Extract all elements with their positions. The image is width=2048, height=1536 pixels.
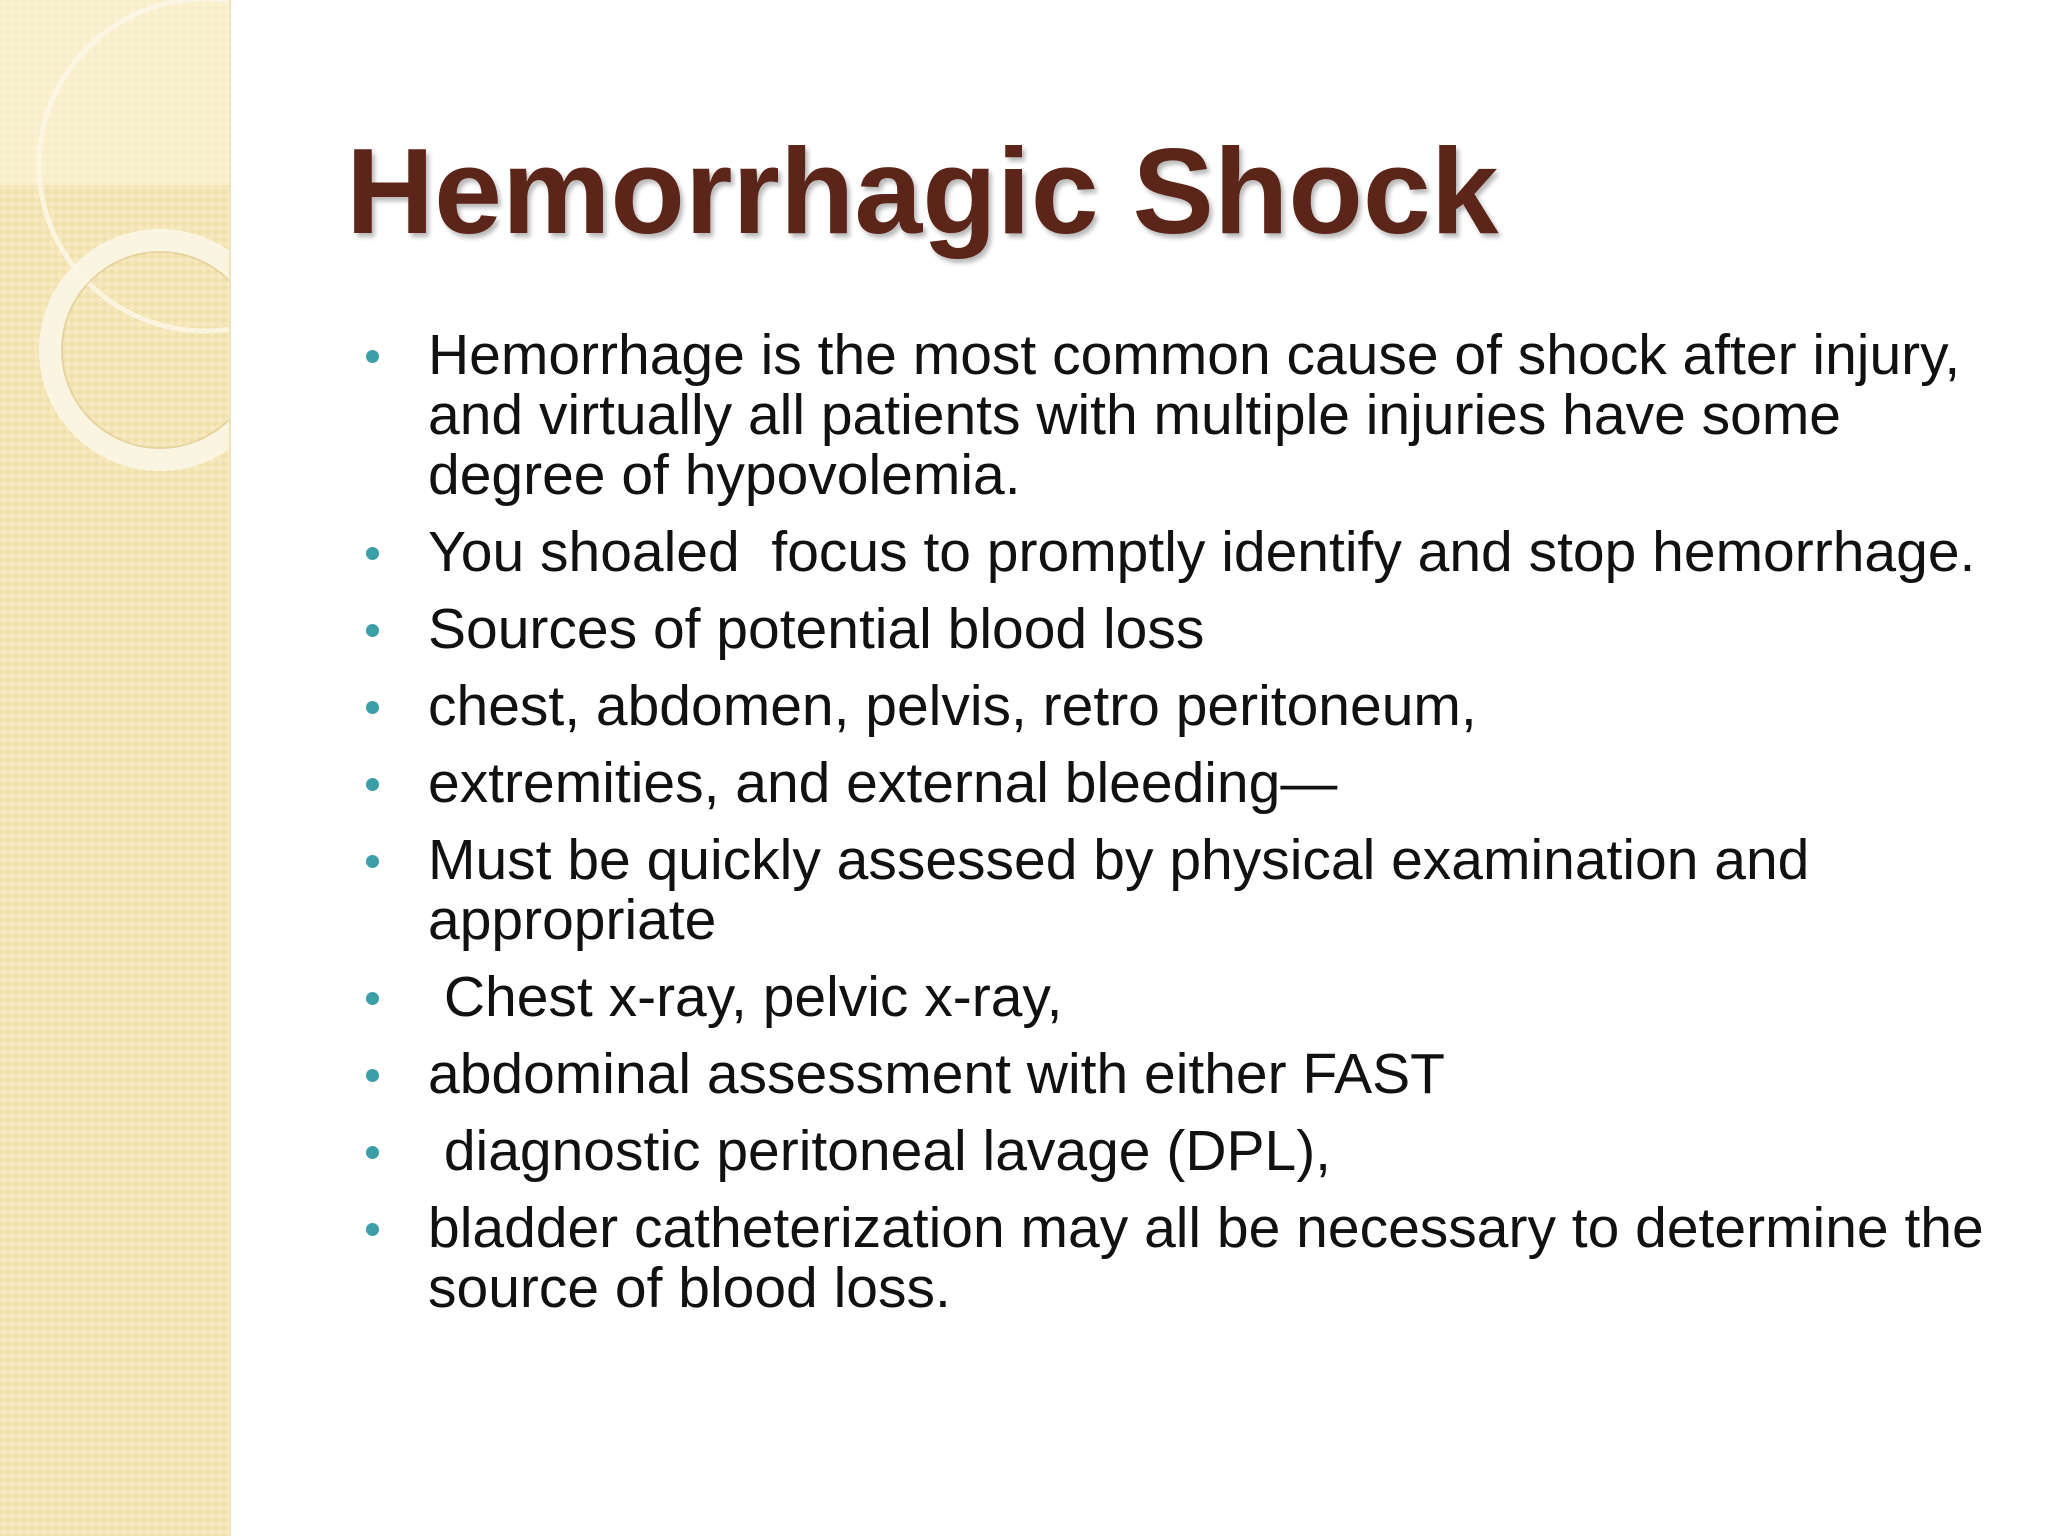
slide-title: Hemorrhagic Shock: [346, 123, 1499, 259]
bullet-item: [358, 676, 2018, 736]
bullet-dot: [366, 547, 379, 560]
bullet-dot: [366, 1146, 379, 1159]
bullet-text: bladder catheterization may all be necessary to determine the source of blood loss.: [428, 1196, 2000, 1320]
bullet-item: [358, 753, 2018, 813]
decorative-side-band: [0, 0, 231, 1536]
bullet-item: [358, 325, 2018, 505]
bullet-dot: [366, 624, 379, 637]
bullet-dot: [366, 992, 379, 1005]
bullet-dot: [366, 855, 379, 868]
bullet-item: [358, 1121, 2018, 1181]
bullet-text: Must be quickly assessed by physical examination and appropriate: [428, 828, 1826, 952]
small-decorative-ring: [50, 240, 229, 460]
bullet-item: [358, 1044, 2018, 1104]
bullet-text: You shoaled focus to promptly identify and stop hemorrhage.: [428, 520, 1976, 584]
bullet-dot: [366, 1069, 379, 1082]
bullet-item: [358, 1198, 2018, 1318]
bullet-text: diagnostic peritoneal lavage (DPL),: [428, 1119, 1332, 1183]
bullet-item: [358, 967, 2018, 1027]
decorative-circles: [0, 0, 229, 1536]
bullet-dot: [366, 350, 379, 363]
bullet-dot: [366, 701, 379, 714]
bullet-dot: [366, 778, 379, 791]
bullet-text: chest, abdomen, pelvis, retro peritoneum,: [428, 674, 1477, 738]
bullet-text: abdominal assessment with either FAST: [428, 1042, 1445, 1106]
bullet-item: [358, 522, 2018, 582]
bullet-item: [358, 830, 2018, 950]
bullet-text: Chest x-ray, pelvic x-ray,: [428, 965, 1063, 1029]
bullet-text: Sources of potential blood loss: [428, 597, 1205, 661]
bullet-text: Hemorrhage is the most common cause of shock after injury, and virtually all patients with multiple injuries have some degree of hypovolemia.: [428, 323, 1977, 507]
bullet-list: [358, 325, 2018, 1335]
bullet-text: extremities, and external bleeding—: [428, 751, 1338, 815]
bullet-dot: [366, 1223, 379, 1236]
bullet-item: [358, 599, 2018, 659]
